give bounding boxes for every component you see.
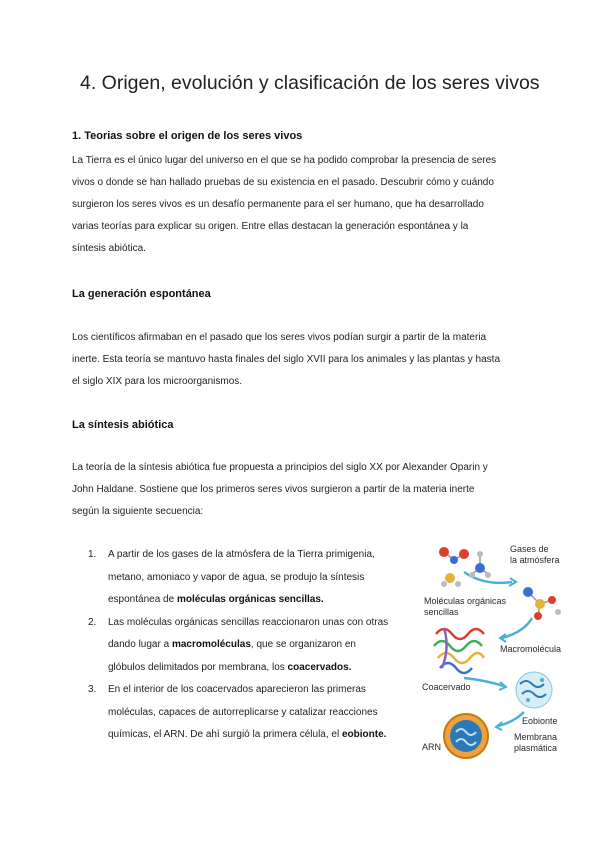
list-item (88, 612, 406, 680)
list-item-text: , que se organizaron en (250, 639, 356, 650)
flow-arrow (502, 618, 532, 638)
list-item-line (108, 657, 406, 680)
paragraph-line: La Tierra es el único lugar del universo en el que se ha podido comprobar la presencia de seres (72, 155, 497, 166)
paragraph-line: varias teorías para explicar su origen. Entre ellas destacan la generación espontánea y la (72, 221, 469, 232)
list-item-bold-term: eobionte. (342, 729, 387, 740)
flow-arrow (498, 712, 524, 726)
list-item-line (108, 724, 406, 747)
coacervate-icon (516, 672, 552, 708)
list-item-text: químicas, el ARN. De ahí surgió la primera célula, el (108, 729, 342, 740)
figure-label-membrane (514, 732, 557, 754)
figure-label-line: plasmática (514, 743, 558, 753)
figure-label-coacervate: Coacervado (422, 682, 471, 692)
list-item-text: espontánea de (108, 594, 177, 605)
sequence-list (88, 544, 406, 747)
eobiont-icon (444, 714, 488, 758)
paragraph-line: Los científicos afirmaban en el pasado que los seres vivos podían surgir a partir de la materia (72, 332, 487, 343)
paragraph-line: el siglo XIX para los microorganismos. (72, 376, 243, 387)
list-item-number: 2. (88, 616, 97, 628)
list-item-line: Las moléculas orgánicas sencillas reaccionaron unas con otras (108, 616, 389, 628)
page-title: 4. Origen, evolución y clasificación de los seres vivos (80, 72, 540, 94)
paragraph-line: según la siguiente secuencia: (72, 506, 204, 517)
figure-label-line: sencillas (424, 607, 459, 617)
section-heading-spontaneous-generation: La generación espontánea (72, 288, 211, 300)
figure-label-line: Membrana (514, 732, 558, 742)
list-item-bold-term: moléculas orgánicas sencillas. (176, 594, 324, 605)
section-paragraph-origin-theories (72, 150, 542, 260)
list-item-line: metano, amoniaco y vapor de agua, se produjo la síntesis (108, 571, 365, 583)
list-item-number: 3. (88, 684, 97, 695)
list-item-line (108, 589, 406, 612)
list-item-line: moléculas, capaces de autorreplicarse y catalizar reacciones (108, 706, 378, 718)
figure-label-line: Gases de (510, 544, 549, 554)
section-paragraph-spontaneous-generation (72, 327, 542, 393)
abiotic-synthesis-figure (414, 530, 570, 770)
figure-label-line: la atmósfera (510, 555, 560, 565)
list-item-bold-term: coacervados. (287, 661, 352, 673)
list-item-text: dando lugar a (108, 639, 172, 650)
list-item-line: En el interior de los coacervados aparecieron las primeras (108, 684, 366, 695)
figure-label-line: Moléculas orgánicas (424, 596, 507, 606)
paragraph-line: inerte. Esta teoría se mantuvo hasta finales del siglo XVII para los animales y las plantas y hasta (72, 354, 501, 365)
figure-label-eobiont: Eobionte (522, 716, 558, 726)
list-item-line: A partir de los gases de la atmósfera de la Tierra primigenia, (108, 549, 375, 560)
macromolecule-icon (434, 628, 484, 673)
figure-label-macromolecule: Macromolécula (500, 644, 562, 654)
section-paragraph-abiotic-synthesis (72, 457, 542, 523)
list-item-line (108, 634, 406, 657)
paragraph-line: síntesis abiótica. (72, 243, 146, 254)
list-item-text: glóbulos delimitados por membrana, los (108, 661, 288, 673)
paragraph-line: John Haldane. Sostiene que los primeros seres vivos surgieron a partir de la materia inerte (72, 484, 475, 495)
section-heading-abiotic-synthesis: La síntesis abiótica (72, 419, 174, 431)
list-item (88, 679, 406, 747)
paragraph-line: vivos o donde se han hallado pruebas de su existencia en el pasado. Descubrir cómo y cuándo (72, 177, 494, 188)
figure-label-rna: ARN (422, 742, 442, 752)
list-item (88, 544, 406, 612)
figure-label-organic-molecules (424, 596, 506, 618)
paragraph-line: La teoría de la síntesis abiótica fue propuesta a principios del siglo XX por Alexander Oparin y (72, 462, 488, 473)
figure-label-gases (510, 544, 560, 566)
section-heading-origin-theories: 1. Teorias sobre el origen de los seres vivos (72, 130, 303, 142)
paragraph-line: surgieron los seres vivos es un desafío permanente para el ser humano, que ha desarrollado (72, 199, 484, 210)
organic-molecules-icon (523, 587, 561, 620)
list-item-number: 1. (88, 549, 97, 560)
list-item-bold-term: macromoléculas (171, 639, 251, 650)
